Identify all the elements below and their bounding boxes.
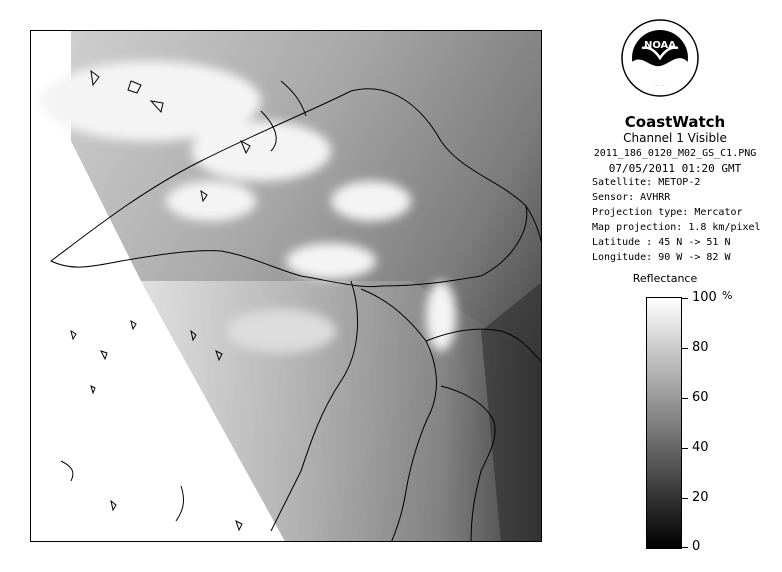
reflectance-colorbar <box>646 297 682 549</box>
colorbar-tick <box>682 448 688 449</box>
colorbar-tick-label: 20 <box>692 490 709 505</box>
colorbar-unit: % <box>722 289 733 302</box>
colorbar-tick <box>682 398 688 399</box>
colorbar-tick-label: 80 <box>692 340 709 355</box>
satellite-label: Satellite: METOP-2 <box>592 177 701 188</box>
projection-type-label: Projection type: Mercator <box>592 207 743 218</box>
colorbar-label: Reflectance <box>632 272 698 285</box>
colorbar-tick-label: 100 <box>692 290 717 305</box>
date-time: 07/05/2011 01:20 GMT <box>608 162 742 175</box>
logo-text: NOAA <box>643 40 677 51</box>
colorbar-tick <box>682 498 688 499</box>
colorbar-tick <box>682 547 688 548</box>
noaa-logo <box>620 18 700 98</box>
colorbar-tick-label: 60 <box>692 390 709 405</box>
map-projection-label: Map projection: 1.8 km/pixel <box>592 222 761 233</box>
sensor-label: Sensor: AVHRR <box>592 192 671 203</box>
colorbar-tick <box>682 348 688 349</box>
longitude-label: Longitude: 90 W -> 82 W <box>592 252 731 263</box>
colorbar-tick-label: 0 <box>692 539 701 554</box>
channel-label: Channel 1 Visible <box>623 131 727 145</box>
satellite-image-panel <box>30 30 542 542</box>
satellite-image <box>31 31 542 542</box>
file-name: 2011_186_0120_M02_GS_C1.PNG <box>593 148 757 159</box>
brand-title: CoastWatch <box>624 113 726 131</box>
latitude-label: Latitude : 45 N -> 51 N <box>592 237 731 248</box>
colorbar-tick-label: 40 <box>692 440 709 455</box>
colorbar-tick <box>682 298 688 299</box>
